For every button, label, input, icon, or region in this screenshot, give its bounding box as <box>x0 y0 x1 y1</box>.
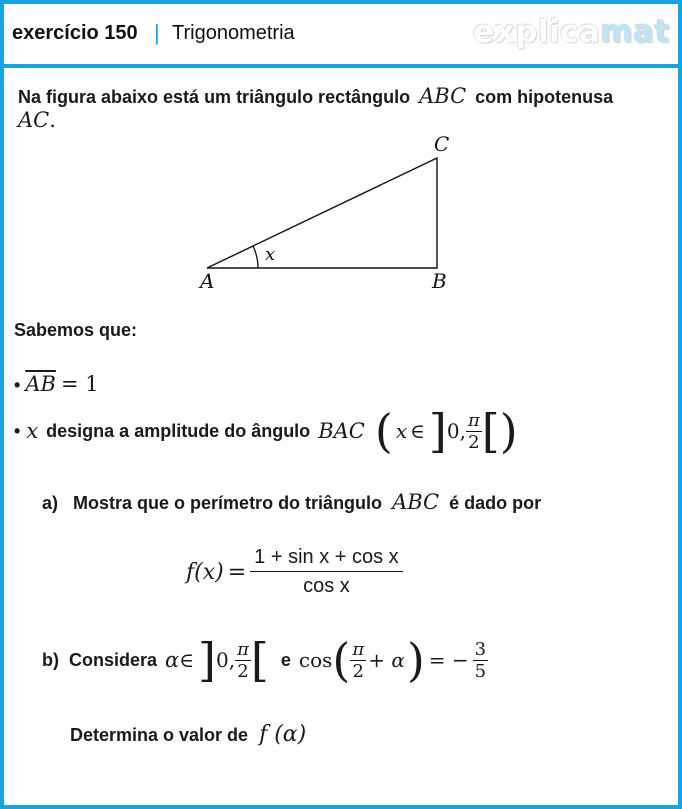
angle-arc <box>253 246 258 268</box>
formula-fraction <box>250 546 403 598</box>
formula-arg: (x) <box>194 559 224 585</box>
bullet-dot: • <box>14 375 21 395</box>
formula-equals: = <box>227 559 247 585</box>
part-b-text: Considera <box>69 649 158 670</box>
part-b-statement <box>42 628 488 692</box>
part-a-text: Mostra que o perímetro do triângulo <box>73 493 383 513</box>
intro-hypotenuse: AC <box>18 108 50 132</box>
formula-numerator: 1 + sin x + cos x <box>250 546 403 572</box>
intro-triangle: ABC <box>419 84 467 108</box>
final-question <box>70 722 306 747</box>
final-text: Determina o valor de <box>70 725 249 745</box>
pi-over-two <box>466 410 482 453</box>
element-of: ∈ <box>410 419 425 443</box>
bullet-dot: • <box>14 420 21 441</box>
pi-symbol: π <box>237 638 249 660</box>
formula-denominator: cos x <box>303 575 350 597</box>
three-fifths <box>473 639 488 682</box>
known-bullet-1 <box>14 372 99 396</box>
paren-right: ) <box>499 404 518 458</box>
part-b-label: b) <box>42 649 59 670</box>
formula-f: f <box>186 559 195 585</box>
angle-label-x: x <box>265 244 276 265</box>
intro-text-2: com hipotenusa <box>475 87 614 107</box>
intro-period: . <box>49 108 56 132</box>
alpha-symbol: α <box>165 648 180 672</box>
bracket-right: [ <box>250 633 269 687</box>
bracket-left: ] <box>428 404 447 458</box>
part-a-text-2: é dado por <box>449 493 542 513</box>
vertex-label-a: A <box>200 269 215 293</box>
pi-symbol: π <box>352 638 365 660</box>
vertex-label-c: C <box>434 132 450 156</box>
angle-description: designa a amplitude do ângulo <box>46 420 311 441</box>
pi-symbol: π <box>467 409 480 431</box>
final-expr: f (α) <box>259 722 307 747</box>
part-a-label: a) <box>42 493 59 513</box>
segment-ab: $\overline{AB}$ <box>25 372 56 396</box>
logo-text-explica: explica <box>473 14 601 50</box>
triangle-shape <box>207 158 437 268</box>
interval-zero: 0, <box>446 419 466 443</box>
bracket-left: ] <box>198 633 216 687</box>
denominator-two: 2 <box>352 660 364 682</box>
connector-e: e <box>280 649 291 670</box>
vertex-label-b: B <box>432 269 447 293</box>
element-of: ∈ <box>179 648 195 672</box>
denominator-two: 2 <box>468 431 480 453</box>
paren-left: ( <box>332 633 351 687</box>
numerator-three: 3 <box>474 638 487 660</box>
pi-over-two-inner <box>350 639 366 682</box>
exercise-topic: Trigonometria <box>172 22 295 44</box>
bracket-right: [ <box>481 404 500 458</box>
intro-text-1: Na figura abaixo está um triângulo rectângulo <box>18 87 411 107</box>
interval-zero: 0, <box>215 648 236 672</box>
header-separator: | <box>154 20 160 45</box>
interval-x: x <box>395 419 408 443</box>
paren-right: ) <box>406 633 425 687</box>
var-x: x <box>26 419 39 443</box>
paren-left: ( <box>374 404 393 458</box>
part-a-triangle: ABC <box>392 490 440 514</box>
denominator-two: 2 <box>237 660 249 682</box>
perimeter-formula <box>186 540 403 604</box>
exercise-number: exercício 150 <box>12 22 138 44</box>
angle-bac: BAC <box>318 419 365 443</box>
known-heading: Sabemos que: <box>14 320 138 340</box>
denominator-five: 5 <box>474 660 487 682</box>
pi-over-two <box>235 639 251 682</box>
cos-function: cos <box>298 648 333 672</box>
segment-ab-value: = 1 <box>60 372 99 396</box>
plus-alpha: + α <box>368 648 405 672</box>
equals-minus: = − <box>428 648 469 672</box>
part-a-statement <box>42 490 541 514</box>
logo-text-mat: mat <box>600 14 670 50</box>
known-bullet-2 <box>14 402 518 460</box>
